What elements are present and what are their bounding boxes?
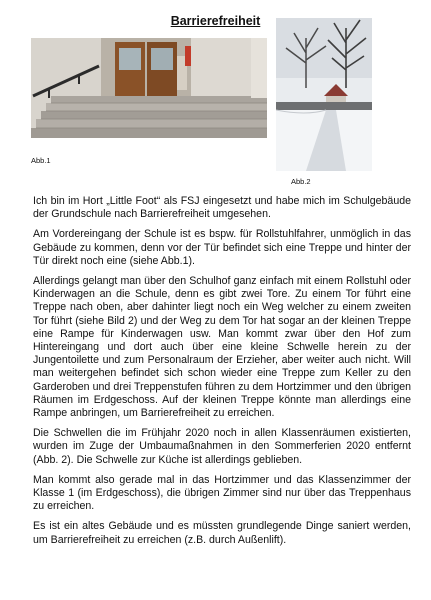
staircase-photo bbox=[31, 38, 267, 138]
paragraph: Es ist ein altes Gebäude und es müssten grundlegende Dinge saniert werden, um Barrierefreiheit zu erreichen (z.B. durch Außenlift). bbox=[33, 520, 411, 546]
page-title: Barrierefreiheit bbox=[170, 14, 261, 28]
snowy-path-photo bbox=[276, 18, 372, 171]
figure-caption: Abb.2 bbox=[291, 177, 311, 186]
article-body bbox=[33, 195, 411, 554]
figure-caption: Abb.1 bbox=[31, 156, 51, 165]
paragraph: Man kommt also gerade mal in das Hortzimmer und das Klassenzimmer der Klasse 1 (im Erdgeschoss), die übrigen Zimmer sind nur über das Treppenhaus zu erreichen. bbox=[33, 473, 411, 513]
paragraph: Die Schwellen die im Frühjahr 2020 noch in allen Klassenräumen existierten, wurden im Zuge der Umbaumaßnahmen in den Sommerferien 2020 entfernt (Abb. 2). Die Schwelle zur Küche ist allerdings geblieben. bbox=[33, 427, 411, 466]
paragraph: Am Vordereingang der Schule ist es bspw. für Rollstuhlfahrer, unmöglich in das Gebäude zu kommen, denn vor der Tür befindet sich eine Treppe und hinter der Tür direkt noch eine (siehe Abb.1). bbox=[33, 228, 411, 267]
paragraph: Allerdings gelangt man über den Schulhof ganz einfach mit einem Rollstuhl oder Kinderwagen an die Schule, denn es gibt zwei Tore. Zu einem Tor führt eine Treppe nach oben, aber dahinter liegt noch ein Weg welcher zu einem zweiten Tor führt (siehe Bild 2) und der Weg zu dem Tor hat sogar an der kleinen Treppe eine Rampe für Kinderwagen usw. Man kommt zwar über den Hof zum Hintereingang und dort auch über eine kleine Schwelle herein zu der Jungentoilette und zum Personalraum der Erzieher, aber weiter auch nicht. Will man weitergehen befindet sich schon wieder eine Treppe zum Keller zu den Garderoben und drei Treppenstufen führen zu dem Hortzimmer und den übrigen Räumen im Erdgeschoss. Auf der kleinen Treppe könnte man allerdings eine Rampe anbringen, um Barrierefreiheit zu erreichen. bbox=[33, 275, 411, 420]
paragraph: Ich bin im Hort „Little Foot“ als FSJ eingesetzt und habe mich im Schulgebäude der Grundschule nach Barrierefreiheit umgesehen. bbox=[33, 195, 411, 221]
